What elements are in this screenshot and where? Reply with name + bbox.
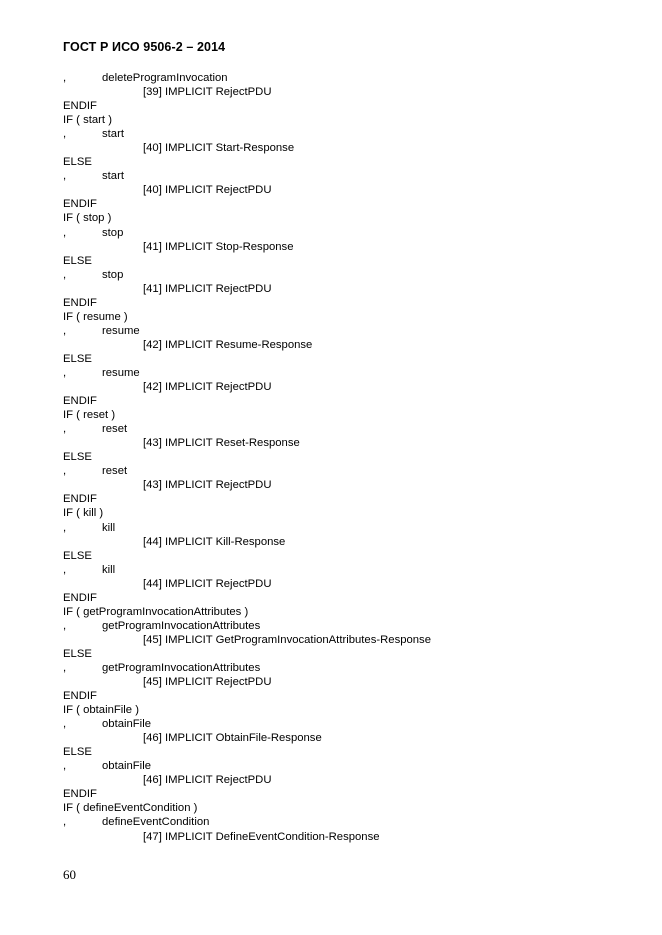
code-line	[63, 787, 623, 801]
code-line-text: ENDIF	[63, 591, 97, 604]
code-line	[63, 85, 623, 99]
comma-separator: ,	[63, 72, 67, 84]
code-line-text: IF ( obtainFile )	[63, 704, 139, 717]
code-line	[63, 183, 623, 197]
code-line-text: IF ( getProgramInvocationAttributes )	[63, 605, 249, 618]
code-line-text: [44] IMPLICIT Kill-Response	[143, 535, 286, 548]
code-line	[63, 240, 623, 254]
code-line-text: ENDIF	[63, 690, 97, 703]
code-line	[63, 506, 623, 520]
code-line-text: [40] IMPLICIT RejectPDU	[143, 184, 272, 197]
code-line	[63, 703, 623, 717]
code-line-text: IF ( kill )	[63, 507, 104, 520]
code-line	[63, 759, 623, 773]
code-line	[63, 563, 623, 577]
code-line-text: ELSE	[63, 254, 92, 267]
code-line-text: stop	[102, 268, 124, 281]
code-line-text: start	[102, 128, 124, 141]
code-line-text: ENDIF	[63, 100, 97, 113]
code-line	[63, 169, 623, 183]
code-line	[63, 352, 623, 366]
code-line	[63, 647, 623, 661]
code-line-text: reset	[102, 465, 128, 478]
code-line-text: [40] IMPLICIT Start-Response	[143, 142, 295, 155]
code-line	[63, 450, 623, 464]
code-line-text: defineEventCondition	[102, 816, 210, 829]
code-line	[63, 801, 623, 815]
code-line	[63, 689, 623, 703]
comma-separator: ,	[63, 366, 67, 379]
code-line	[63, 717, 623, 731]
code-line-text: [39] IMPLICIT RejectPDU	[143, 86, 272, 99]
code-line	[63, 380, 623, 394]
code-line-text: ENDIF	[63, 395, 97, 408]
code-line-text: ENDIF	[63, 493, 97, 506]
code-line	[63, 521, 623, 535]
code-line-text: ELSE	[63, 647, 92, 660]
code-line	[63, 324, 623, 338]
code-line-text: ELSE	[63, 451, 92, 464]
code-line	[63, 211, 623, 225]
code-line	[63, 422, 623, 436]
document-header: ГОСТ Р ИСО 9506-2 – 2014	[63, 40, 226, 54]
code-line	[63, 155, 623, 169]
code-line	[63, 296, 623, 310]
code-line-text: [46] IMPLICIT RejectPDU	[143, 774, 272, 787]
comma-separator: ,	[63, 521, 67, 534]
code-line-text: [41] IMPLICIT RejectPDU	[143, 282, 272, 295]
code-line-text: ENDIF	[63, 198, 97, 211]
code-line	[63, 99, 623, 113]
code-line-text: IF ( defineEventCondition )	[63, 802, 198, 815]
code-line	[63, 282, 623, 296]
code-line	[63, 549, 623, 563]
code-line	[63, 394, 623, 408]
code-line-text: obtainFile	[102, 718, 151, 731]
code-line-text: [42] IMPLICIT RejectPDU	[143, 381, 272, 394]
code-line-text: [46] IMPLICIT ObtainFile-Response	[143, 732, 322, 745]
code-line-text: kill	[102, 521, 116, 534]
code-line	[63, 141, 623, 155]
code-line-text: obtainFile	[102, 760, 151, 773]
code-line	[63, 675, 623, 689]
code-line	[63, 310, 623, 324]
code-line	[63, 268, 623, 282]
comma-separator: ,	[63, 816, 67, 829]
code-line-text: ENDIF	[63, 296, 97, 309]
code-line-text: kill	[102, 563, 116, 576]
code-line-text: IF ( reset )	[63, 409, 116, 422]
code-line-text: ELSE	[63, 156, 92, 169]
comma-separator: ,	[63, 226, 67, 239]
code-line	[63, 113, 623, 127]
code-line-text: [41] IMPLICIT Stop-Response	[143, 240, 294, 253]
code-line	[63, 591, 623, 605]
code-line-text: [45] IMPLICIT RejectPDU	[143, 676, 272, 689]
code-line-text: ELSE	[63, 352, 92, 365]
comma-separator: ,	[63, 563, 67, 576]
code-line	[63, 436, 623, 450]
code-line-text: [47] IMPLICIT DefineEventCondition-Response	[143, 830, 380, 843]
code-line-text: stop	[102, 226, 124, 239]
code-line	[63, 366, 623, 380]
code-line-text: IF ( stop )	[63, 212, 112, 225]
comma-separator: ,	[63, 170, 67, 183]
code-line	[63, 254, 623, 268]
code-line	[63, 661, 623, 675]
comma-separator: ,	[63, 423, 67, 436]
code-line-text: ELSE	[63, 746, 92, 759]
comma-separator: ,	[63, 661, 67, 674]
code-line-text: [43] IMPLICIT RejectPDU	[143, 479, 272, 492]
comma-separator: ,	[63, 760, 67, 773]
code-line	[63, 773, 623, 787]
comma-separator: ,	[63, 465, 67, 478]
code-line-text: getProgramInvocationAttributes	[102, 619, 261, 632]
comma-separator: ,	[63, 718, 67, 731]
code-line-text: [42] IMPLICIT Resume-Response	[143, 338, 313, 351]
code-line	[63, 619, 623, 633]
code-line	[63, 731, 623, 745]
code-line	[63, 127, 623, 141]
code-line	[63, 535, 623, 549]
code-line	[63, 815, 623, 829]
code-line-text: getProgramInvocationAttributes	[102, 661, 261, 674]
code-line	[63, 408, 623, 422]
code-line-text: IF ( start )	[63, 114, 112, 127]
code-line-text: [45] IMPLICIT GetProgramInvocationAttributes-Response	[143, 633, 431, 646]
code-line	[63, 478, 623, 492]
code-line-text: deleteProgramInvocation	[102, 72, 228, 84]
code-line-text: ENDIF	[63, 788, 97, 801]
code-line	[63, 71, 623, 85]
code-line	[63, 197, 623, 211]
code-line	[63, 577, 623, 591]
code-line-text: ELSE	[63, 549, 92, 562]
code-line-text: resume	[102, 324, 140, 337]
code-line-text: reset	[102, 423, 128, 436]
code-line-text: start	[102, 170, 124, 183]
code-line	[63, 745, 623, 759]
comma-separator: ,	[63, 619, 67, 632]
code-line	[63, 605, 623, 619]
code-line	[63, 830, 623, 844]
page-number: 60	[63, 867, 76, 882]
asn1-code-listing	[63, 71, 623, 844]
code-line-text: IF ( resume )	[63, 310, 128, 323]
code-line	[63, 226, 623, 240]
code-line-text: [44] IMPLICIT RejectPDU	[143, 577, 272, 590]
comma-separator: ,	[63, 324, 67, 337]
code-line-text: [43] IMPLICIT Reset-Response	[143, 437, 300, 450]
code-line	[63, 338, 623, 352]
comma-separator: ,	[63, 268, 67, 281]
code-line-text: resume	[102, 366, 140, 379]
code-line	[63, 464, 623, 478]
code-line	[63, 492, 623, 506]
comma-separator: ,	[63, 128, 67, 141]
code-line	[63, 633, 623, 647]
